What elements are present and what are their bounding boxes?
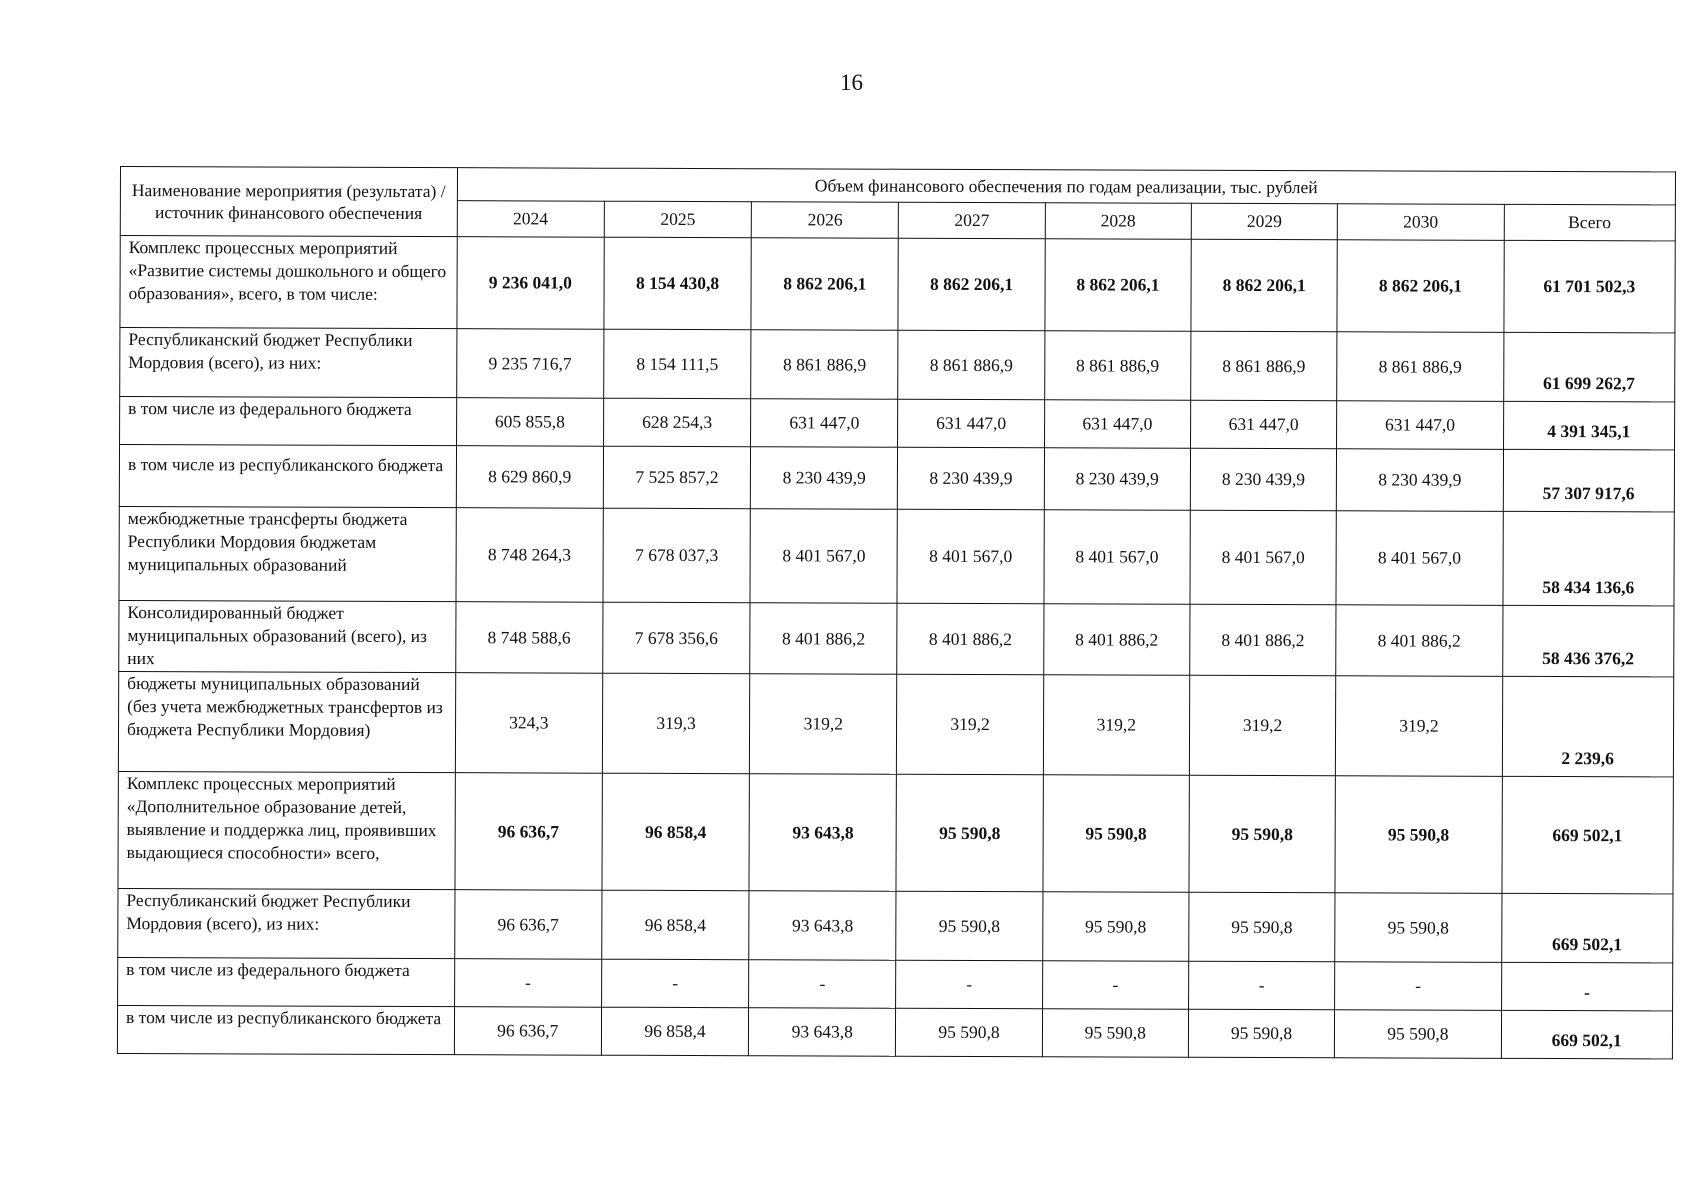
value-cell: 95 590,8 bbox=[1335, 776, 1502, 894]
value-cell: 8 861 886,9 bbox=[1044, 331, 1191, 401]
row-label: Республиканский бюджет Республики Мордовия (всего), из них: bbox=[118, 888, 455, 958]
row-label: Комплекс процессных мероприятий «Дополнительное образование детей, выявление и поддержка лиц, проявивших выдающиеся способности» всего, bbox=[118, 771, 455, 889]
value-cell: 95 590,8 bbox=[1042, 1009, 1188, 1058]
value-cell: - bbox=[896, 960, 1042, 1009]
year-header: 2029 bbox=[1191, 203, 1337, 240]
table-row bbox=[119, 445, 1674, 512]
table-body bbox=[117, 236, 1675, 1059]
table-row bbox=[118, 957, 1673, 1010]
value-cell: 8 861 886,9 bbox=[751, 330, 899, 400]
value-cell: 8 230 439,9 bbox=[898, 447, 1044, 510]
value-cell: 95 590,8 bbox=[1335, 1010, 1501, 1059]
value-cell: 7 525 857,2 bbox=[603, 446, 750, 509]
value-cell: 95 590,8 bbox=[896, 774, 1043, 892]
value-cell: 605 855,8 bbox=[456, 398, 603, 447]
value-cell: 8 401 886,2 bbox=[1190, 604, 1337, 676]
value-cell: 8 154 111,5 bbox=[604, 329, 752, 399]
value-cell: - bbox=[1042, 961, 1188, 1010]
value-cell: 631 447,0 bbox=[1337, 401, 1503, 450]
total-cell: 669 502,1 bbox=[1501, 776, 1673, 894]
value-cell: 95 590,8 bbox=[1189, 892, 1336, 962]
value-cell: 8 401 886,2 bbox=[1043, 604, 1190, 676]
value-cell: 8 861 886,9 bbox=[898, 330, 1045, 400]
name-column-header: Наименование мероприятия (результата) / источник финансового обеспечения bbox=[120, 167, 457, 237]
row-label: бюджеты муниципальных образований (без учета межбюджетных трансфертов из бюджета Республики Мордовия) bbox=[118, 671, 455, 772]
row-label: Республиканский бюджет Республики Мордовия (всего), из них: bbox=[120, 328, 457, 398]
value-cell: 631 447,0 bbox=[898, 399, 1044, 448]
value-cell: 96 636,7 bbox=[454, 890, 602, 960]
value-cell: 324,3 bbox=[455, 673, 603, 774]
value-cell: 8 862 206,1 bbox=[898, 238, 1045, 331]
total-cell: 4 391 345,1 bbox=[1503, 401, 1675, 450]
table-header bbox=[120, 167, 1675, 241]
value-cell: - bbox=[1189, 961, 1335, 1010]
value-cell: 95 590,8 bbox=[896, 891, 1043, 961]
value-cell: 8 401 567,0 bbox=[1044, 510, 1191, 605]
value-cell: 95 590,8 bbox=[1043, 775, 1190, 893]
value-cell: 8 154 430,8 bbox=[604, 237, 752, 330]
value-cell: 96 858,4 bbox=[601, 1007, 748, 1056]
value-cell: 93 643,8 bbox=[749, 774, 897, 892]
year-header: 2030 bbox=[1337, 204, 1503, 241]
total-header: Всего bbox=[1504, 204, 1676, 241]
total-cell: 58 436 376,2 bbox=[1502, 605, 1674, 677]
year-header: 2024 bbox=[457, 201, 604, 238]
row-label: в том числе из республиканского бюджета bbox=[119, 445, 456, 508]
value-cell: 8 861 886,9 bbox=[1337, 332, 1504, 402]
table-row bbox=[117, 1005, 1672, 1058]
value-cell: 95 590,8 bbox=[1189, 775, 1336, 893]
year-header: 2026 bbox=[751, 202, 898, 239]
value-cell: 8 401 567,0 bbox=[1190, 510, 1337, 605]
total-cell: 57 307 917,6 bbox=[1503, 449, 1675, 512]
year-header: 2025 bbox=[604, 201, 751, 238]
table-row bbox=[118, 888, 1673, 962]
total-cell: 2 239,6 bbox=[1502, 676, 1674, 777]
value-cell: 8 748 588,6 bbox=[455, 602, 603, 674]
value-cell: 628 254,3 bbox=[603, 398, 750, 447]
value-cell: 8 401 886,2 bbox=[1336, 605, 1503, 677]
value-cell: - bbox=[601, 959, 748, 1008]
value-cell: - bbox=[454, 959, 601, 1008]
value-cell: 8 862 206,1 bbox=[751, 238, 899, 331]
table-row bbox=[120, 328, 1675, 402]
page-number: 16 bbox=[840, 70, 863, 95]
value-cell: 96 636,7 bbox=[454, 1007, 601, 1056]
financing-table bbox=[117, 166, 1676, 1059]
row-label: в том числе из республиканского бюджета bbox=[117, 1005, 454, 1054]
value-cell: 95 590,8 bbox=[1335, 893, 1502, 963]
table-row bbox=[118, 771, 1673, 893]
table-row bbox=[120, 236, 1675, 333]
value-cell: 631 447,0 bbox=[1044, 400, 1190, 449]
value-cell: 96 858,4 bbox=[602, 773, 750, 891]
value-cell: 319,3 bbox=[602, 673, 750, 774]
value-cell: 8 748 264,3 bbox=[456, 508, 604, 603]
total-cell: 61 701 502,3 bbox=[1503, 240, 1675, 333]
value-cell: 319,2 bbox=[1043, 675, 1190, 776]
year-header: 2028 bbox=[1045, 203, 1191, 240]
value-cell: 8 629 860,9 bbox=[456, 446, 603, 509]
financing-table-wrapper bbox=[117, 166, 1676, 1059]
total-cell: 669 502,1 bbox=[1501, 893, 1673, 963]
value-cell: 8 230 439,9 bbox=[1337, 449, 1504, 512]
value-cell: 631 447,0 bbox=[1190, 400, 1336, 449]
value-cell: 319,2 bbox=[1189, 675, 1336, 776]
year-header: 2027 bbox=[899, 202, 1045, 239]
table-row bbox=[119, 600, 1674, 676]
value-cell: 319,2 bbox=[1336, 676, 1503, 777]
financing-group-header: Объем финансового обеспечения по годам реализации, тыс. рублей bbox=[457, 168, 1675, 205]
total-cell: 61 699 262,7 bbox=[1503, 332, 1675, 402]
value-cell: 9 236 041,0 bbox=[457, 237, 605, 330]
value-cell: 96 858,4 bbox=[602, 890, 750, 960]
value-cell: 8 401 567,0 bbox=[897, 509, 1044, 604]
value-cell: 631 447,0 bbox=[751, 399, 898, 448]
total-cell: - bbox=[1501, 962, 1673, 1011]
value-cell: 8 861 886,9 bbox=[1191, 331, 1338, 401]
value-cell: 8 230 439,9 bbox=[1190, 448, 1336, 511]
value-cell: 8 230 439,9 bbox=[1044, 448, 1190, 511]
table-row bbox=[118, 671, 1673, 776]
value-cell: 8 862 206,1 bbox=[1337, 240, 1504, 333]
value-cell: 95 590,8 bbox=[1188, 1009, 1334, 1058]
value-cell: 319,2 bbox=[750, 674, 898, 775]
value-cell: 93 643,8 bbox=[749, 1008, 896, 1057]
value-cell: 93 643,8 bbox=[749, 891, 897, 961]
table-row bbox=[120, 397, 1675, 450]
value-cell: 95 590,8 bbox=[1042, 892, 1189, 962]
total-cell: 58 434 136,6 bbox=[1502, 511, 1674, 606]
value-cell: 8 401 567,0 bbox=[1336, 511, 1503, 606]
table-row bbox=[119, 506, 1674, 605]
value-cell: 7 678 356,6 bbox=[603, 602, 751, 674]
header-row-group bbox=[120, 167, 1675, 205]
row-label: межбюджетные трансферты бюджета Республики Мордовия бюджетам муниципальных образований bbox=[119, 506, 456, 601]
value-cell: 8 862 206,1 bbox=[1045, 239, 1192, 332]
value-cell: - bbox=[749, 960, 896, 1009]
total-cell: 669 502,1 bbox=[1501, 1010, 1673, 1059]
row-label: Консолидированный бюджет муниципальных образований (всего), из них bbox=[119, 600, 456, 672]
row-label: в том числе из федерального бюджета bbox=[118, 957, 455, 1006]
value-cell: 95 590,8 bbox=[896, 1008, 1042, 1057]
value-cell: 319,2 bbox=[897, 674, 1044, 775]
row-label: в том числе из федерального бюджета bbox=[120, 397, 457, 446]
row-label: Комплекс процессных мероприятий «Развитие системы дошкольного и общего образования», всего, в том числе: bbox=[120, 236, 457, 329]
value-cell: 8 862 206,1 bbox=[1191, 239, 1338, 332]
value-cell: 7 678 037,3 bbox=[603, 508, 751, 603]
value-cell: 8 401 886,2 bbox=[750, 603, 898, 675]
value-cell: 8 230 439,9 bbox=[750, 447, 897, 510]
value-cell: 9 235 716,7 bbox=[456, 329, 604, 399]
value-cell: 96 636,7 bbox=[455, 773, 603, 891]
value-cell: 8 401 567,0 bbox=[750, 509, 898, 604]
value-cell: 8 401 886,2 bbox=[897, 603, 1044, 675]
value-cell: - bbox=[1335, 962, 1501, 1011]
